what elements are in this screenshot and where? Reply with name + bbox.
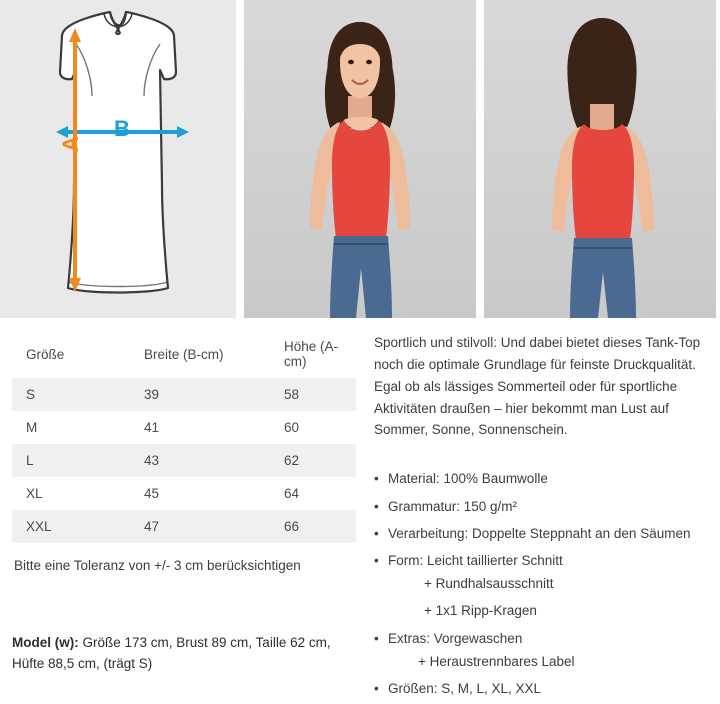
- diagram-label-width: B: [114, 116, 130, 141]
- model-label: Model (w):: [12, 635, 79, 651]
- model-front-photo: [244, 0, 476, 318]
- feature-list: [374, 467, 710, 700]
- table-row: [12, 411, 356, 444]
- feature-text: Größen: S, M, L, XL, XXL: [388, 681, 542, 697]
- cell-width: 45: [144, 486, 160, 501]
- header-size: Größe: [26, 346, 65, 362]
- cell-height: 66: [284, 519, 300, 534]
- list-item: [374, 495, 710, 518]
- product-image-row: [0, 0, 720, 318]
- list-item: [374, 467, 710, 490]
- cell-height: 64: [284, 486, 300, 501]
- cell-size: S: [26, 387, 36, 402]
- table-header-row: [12, 330, 356, 378]
- list-item: [374, 549, 710, 623]
- header-height: Höhe (A-cm): [284, 339, 339, 369]
- feature-subitem: + Heraustrennbares Label: [418, 653, 575, 669]
- cell-width: 47: [144, 519, 160, 534]
- model-front-illustration: [244, 0, 476, 318]
- cell-width: 39: [144, 387, 160, 402]
- cell-height: 62: [284, 453, 300, 468]
- table-row: [12, 444, 356, 477]
- size-table: [12, 330, 356, 543]
- cell-width: 41: [144, 420, 160, 435]
- list-item: [374, 627, 710, 673]
- model-line2: Hüfte 88,5 cm, (trägt S): [12, 656, 153, 672]
- cell-size: M: [26, 420, 38, 435]
- feature-subitem: + Rundhalsausschnitt: [424, 576, 554, 592]
- measurement-diagram: [0, 0, 236, 318]
- description-column: [356, 318, 720, 704]
- list-item: [374, 522, 710, 545]
- cell-height: 58: [284, 387, 300, 402]
- model-back-photo: [484, 0, 716, 318]
- tank-top-outline-icon: [0, 0, 236, 318]
- cell-size: XXL: [26, 519, 52, 534]
- table-row: [12, 477, 356, 510]
- model-line1: Größe 173 cm, Brust 89 cm, Taille 62 cm,: [78, 635, 331, 651]
- cell-width: 43: [144, 453, 160, 468]
- cell-size: L: [26, 453, 34, 468]
- feature-text: Verarbeitung: Doppelte Steppnaht an den Säumen: [388, 525, 691, 541]
- cell-size: XL: [26, 486, 43, 501]
- feature-subitem: + 1x1 Ripp-Kragen: [424, 603, 537, 619]
- model-measurements-note: [12, 633, 352, 675]
- table-row: [12, 510, 356, 543]
- feature-text: Grammatur: 150 g/m²: [388, 498, 518, 514]
- tolerance-note: Bitte eine Toleranz von +/- 3 cm berücksichtigen: [14, 558, 301, 573]
- model-back-illustration: [484, 0, 716, 318]
- cell-height: 60: [284, 420, 300, 435]
- list-item: [374, 677, 710, 700]
- header-width: Breite (B-cm): [144, 346, 224, 362]
- table-row: [12, 378, 356, 411]
- feature-text: Form: Leicht taillierter Schnitt: [388, 552, 563, 568]
- diagram-label-height: A: [57, 136, 83, 152]
- feature-text: Extras: Vorgewaschen: [388, 630, 523, 646]
- feature-text: Material: 100% Baumwolle: [388, 471, 548, 487]
- product-description: Sportlich und stilvoll: Und dabei bietet dieses Tank-Top noch die optimale Grundlage für feinste Druckqualität. Egal ob als lässiges Sommerteil oder für sportliche Aktivitäten draußen – hier bekommt man Lust auf Sommer, Sonne, Sonnenschein.: [374, 335, 701, 438]
